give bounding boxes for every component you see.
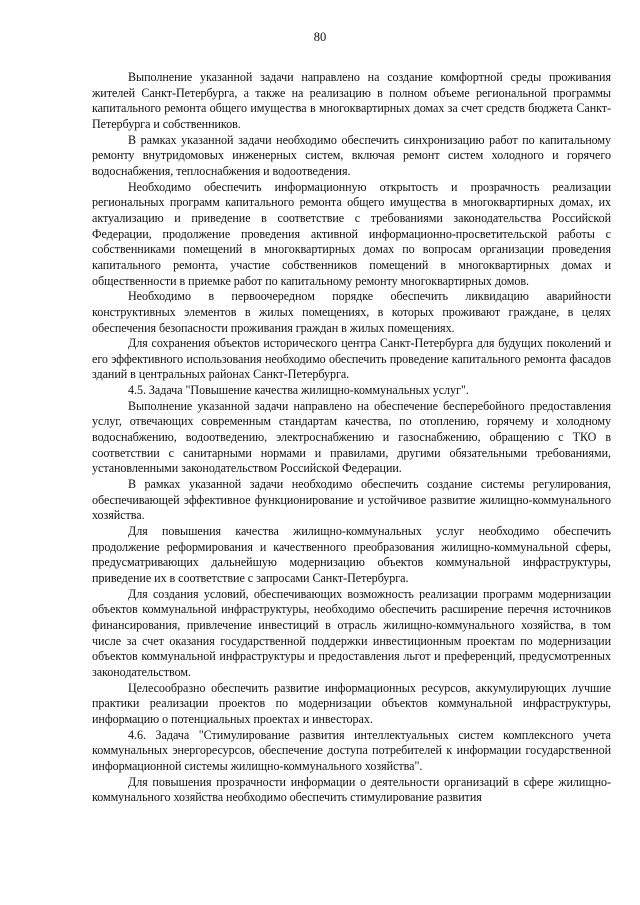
section-heading-4-5: 4.5. Задача "Повышение качества жилищно-коммунальных услуг". (128, 383, 469, 398)
document-body (92, 70, 611, 806)
page-number: 80 (313, 30, 327, 44)
paragraph: Для создания условий, обеспечивающих возможность реализации программ модернизации объектов коммунальной инфраструктуры, необходимо обеспечить расширение перечня источников финансирования, привлечение инвестиций в отрасль жилищно-коммунального хозяйства, в том числе за счет оказания государственной поддержки инвестиционным проектам по модернизации объектов коммунальной инфраструктуры и предоставления льгот и преференций, предусмотренных законодательством. (92, 586, 611, 679)
paragraph: Выполнение указанной задачи направлено на обеспечение бесперебойного предоставления услуг, отвечающих современным стандартам качества, по отоплению, горячему и холодному водоснабжению, водоотведению, электроснабжению и газоснабжению, обращению с ТКО в соответствии с санитарными нормами и правилами, другими обязательными требованиями, установленными законодательством Российской Федерации. (92, 398, 611, 476)
paragraph: Необходимо обеспечить информационную открытость и прозрачность реализации региональных программ капитального ремонта общего имущества в многоквартирных домах, их актуализацию и приведение в соответствие с требованиями законодательства Российской Федерации, продолжение проведения активной информационно-просветительской работы с собственниками помещений в многоквартирных домах по вопросам организации проведения капитального ремонта, участие собственников помещений в многоквартирных домах и общественности в приемке работ по капитальному ремонту многоквартирных домов. (92, 179, 611, 288)
paragraph: Для повышения прозрачности информации о деятельности организаций в сфере жилищно-коммунального хозяйства необходимо обеспечить стимулирование развития (92, 774, 611, 805)
paragraph: Для сохранения объектов исторического центра Санкт-Петербурга для будущих поколений и его эффективного использования необходимо обеспечить проведение капитального ремонта фасадов зданий в центральных районах Санкт-Петербурга. (92, 336, 611, 382)
paragraph: В рамках указанной задачи необходимо обеспечить синхронизацию работ по капитальному ремонту внутридомовых инженерных систем, включая ремонт систем холодного и горячего водоснабжения, теплоснабжения и водоотведения. (92, 132, 611, 178)
section-heading-4-6: 4.6. Задача "Стимулирование развития интеллектуальных систем комплексного учета коммунальных энергоресурсов, обеспечение доступа потребителей к информации государственной информационной системы жилищно-коммунального хозяйства". (92, 727, 611, 773)
paragraph: В рамках указанной задачи необходимо обеспечить создание системы регулирования, обеспечивающей эффективное функционирование и устойчивое развитие жилищно-коммунального хозяйства. (92, 477, 611, 523)
paragraph: Для повышения качества жилищно-коммунальных услуг необходимо обеспечить продолжение реформирования и качественного преобразования жилищно-коммунальной сферы, предусматривающих дальнейшую модернизацию объектов коммунальной инфраструктуры, приведение их в соответствие с запросами Санкт-Петербурга. (92, 524, 611, 585)
paragraph: Необходимо в первоочередном порядке обеспечить ликвидацию аварийности конструктивных элементов в жилых помещениях, в которых проживают граждане, в целях обеспечения безопасности проживания граждан в жилых помещениях. (92, 289, 611, 335)
paragraph: Целесообразно обеспечить развитие информационных ресурсов, аккумулирующих лучшие практики реализации проектов по модернизации объектов коммунальной инфраструктуры, информацию о потенциальных проектах и инвесторах. (92, 680, 611, 726)
paragraph: Выполнение указанной задачи направлено на создание комфортной среды проживания жителей Санкт-Петербурга, а также на реализацию в полном объеме региональной программы капитального ремонта общего имущества в многоквартирных домах за счет средств бюджета Санкт-Петербурга и собственников. (92, 70, 611, 131)
